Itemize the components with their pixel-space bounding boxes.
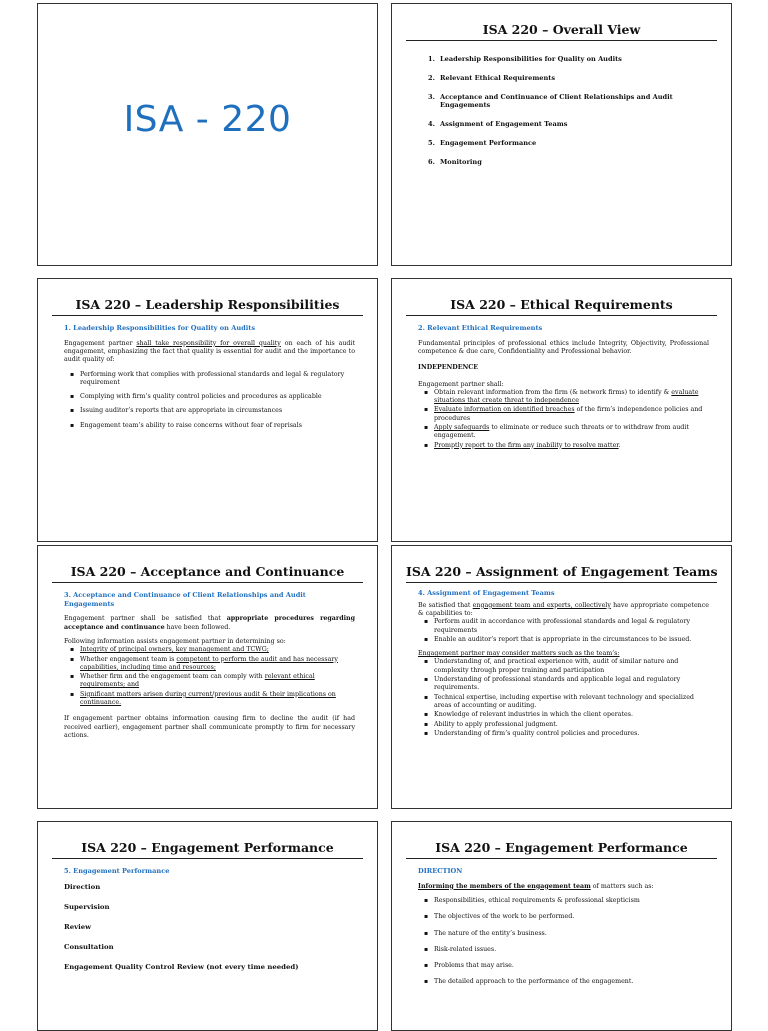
list-item: ▪ Integrity of principal owners, key management and TCWG; bbox=[74, 646, 355, 654]
list-item: ▪ Evaluate information on identified breaches of the firm’s independence policies and procedures bbox=[428, 406, 709, 423]
list-item: Engagement Quality Control Review (not every time needed) bbox=[64, 963, 299, 971]
list-item: ▪ Enable an auditor’s report that is appropriate in the circumstances to be issued. bbox=[428, 636, 709, 644]
bullet-list bbox=[64, 371, 355, 430]
list-item: ▪ Perform audit in accordance with professional standards and legal & regulatory requirements bbox=[428, 618, 709, 635]
slide-leadership bbox=[37, 278, 378, 542]
list-item: Consultation bbox=[64, 943, 114, 951]
list-item: Review bbox=[64, 923, 92, 931]
section-heading: 3. Acceptance and Continuance of Client Relationships and Audit Engagements bbox=[64, 591, 306, 608]
paragraph: Informing the members of the engagement team of matters such as: bbox=[418, 882, 654, 890]
bullet-list bbox=[418, 389, 709, 450]
list-item: ▪ Responsibilities, ethical requirements & professional skepticism bbox=[428, 897, 709, 905]
list-item: ▪ Problems that may arise. bbox=[428, 962, 709, 970]
slide-acceptance bbox=[37, 545, 378, 809]
list-item: ▪ Apply safeguards to eliminate or reduce such threats or to withdraw from audit engagement. bbox=[428, 424, 709, 441]
slide-title: ISA 220 – Acceptance and Continuance bbox=[52, 564, 363, 583]
slide-overall-view bbox=[391, 3, 732, 266]
slide-main-title: ISA - 220 bbox=[123, 99, 292, 140]
bullet-list bbox=[418, 897, 709, 987]
slide-title: ISA 220 – Assignment of Engagement Teams bbox=[406, 564, 717, 583]
slide-title: ISA 220 – Ethical Requirements bbox=[406, 297, 717, 316]
list-item: ▪ The detailed approach to the performance of the engagement. bbox=[428, 978, 709, 986]
paragraph: Be satisfied that engagement team and experts, collectively have appropriate competence & capabilities to: bbox=[418, 601, 709, 617]
list-item: Supervision bbox=[64, 903, 110, 911]
list-item: ▪ Performing work that complies with professional standards and legal & regulatory requirement bbox=[74, 371, 355, 388]
list-item: Direction bbox=[64, 883, 101, 891]
paragraph: Engagement partner may consider matters such as the team’s: bbox=[418, 650, 620, 658]
list-item: ▪ Engagement team’s ability to raise concerns without fear of reprisals bbox=[74, 422, 355, 430]
slide-ethical bbox=[391, 278, 732, 542]
subheading: INDEPENDENCE bbox=[418, 364, 479, 372]
paragraph: Fundamental principles of professional ethics include Integrity, Objectivity, Professional competence & due care, Confidentiality and Professional behavior. bbox=[418, 339, 709, 355]
slide-title: ISA 220 – Overall View bbox=[406, 22, 717, 41]
section-heading: 5. Engagement Performance bbox=[64, 867, 170, 875]
list-item: ▪ Promptly report to the firm any inability to resolve matter. bbox=[428, 442, 709, 450]
list-item: ▪ Ability to apply professional judgment. bbox=[428, 721, 709, 729]
list-item: ▪ Understanding of firm’s quality control policies and procedures. bbox=[428, 730, 709, 738]
slide-title: ISA 220 – Engagement Performance bbox=[52, 840, 363, 859]
paragraph: Engagement partner shall: bbox=[418, 380, 504, 388]
slide-title: ISA 220 – Leadership Responsibilities bbox=[52, 297, 363, 316]
list-item: ▪ Significant matters arisen during current/previous audit & their implications on continuance. bbox=[74, 691, 355, 708]
list-item: ▪ Understanding of professional standards and applicable legal and regulatory requirements. bbox=[428, 676, 709, 693]
list-item: ▪ Obtain relevant information from the firm (& network firms) to identify & evaluate situations that create threat to independence bbox=[428, 389, 709, 406]
slide-assignment bbox=[391, 545, 732, 809]
list-item: ▪ Understanding of, and practical experience with, audit of similar nature and complexity through proper training and participation bbox=[428, 658, 709, 675]
section-heading: 2. Relevant Ethical Requirements bbox=[418, 324, 543, 332]
list-item: ▪ The nature of the entity’s business. bbox=[428, 930, 709, 938]
overview-list bbox=[392, 41, 731, 166]
list-item: 5. Engagement Performance bbox=[428, 139, 537, 147]
list-item: ▪ Technical expertise, including expertise with relevant technology and specialized areas of accounting or auditing. bbox=[428, 694, 709, 711]
paragraph: Engagement partner shall take responsibility for overall quality on each of his audit engagement, emphasizing the fact that quality is essential for audit and the importance to audit quality of: bbox=[64, 339, 355, 364]
list-item: 4. Assignment of Engagement Teams bbox=[428, 120, 568, 128]
bullet-list bbox=[418, 658, 709, 738]
list-item: ▪ Whether firm and the engagement team can comply with relevant ethical requirements; and bbox=[74, 673, 355, 690]
bullet-list bbox=[418, 618, 709, 644]
slide-title-card bbox=[37, 3, 378, 266]
list-item: ▪ Whether engagement team is competent to perform the audit and has necessary capabilities, including time and resources; bbox=[74, 656, 355, 673]
list-item: 2. Relevant Ethical Requirements bbox=[428, 74, 556, 82]
list-item: 6. Monitoring bbox=[428, 158, 482, 166]
list-item: ▪ The objectives of the work to be performed. bbox=[428, 913, 709, 921]
section-heading: DIRECTION bbox=[418, 867, 463, 875]
paragraph: If engagement partner obtains information causing firm to decline the audit (if had received earlier), engagement partner shall communicate promptly to firm for necessary actions. bbox=[64, 715, 355, 739]
slide-title: ISA 220 – Engagement Performance bbox=[406, 840, 717, 859]
paragraph: Engagement partner shall be satisfied that appropriate procedures regarding acceptance and continuance have been followed. bbox=[64, 615, 355, 631]
list-item: ▪ Risk-related issues. bbox=[428, 946, 709, 954]
list-item: ▪ Issuing auditor’s reports that are appropriate in circumstances bbox=[74, 407, 355, 415]
list-item: 1. Leadership Responsibilities for Quality on Audits bbox=[428, 55, 622, 63]
section-heading: 1. Leadership Responsibilities for Quality on Audits bbox=[64, 324, 256, 332]
paragraph: Following information assists engagement partner in determining so: bbox=[64, 638, 286, 645]
bullet-list bbox=[64, 646, 355, 707]
slide-direction bbox=[391, 821, 732, 1031]
slide-engagement-performance bbox=[37, 821, 378, 1031]
section-heading: 4. Assignment of Engagement Teams bbox=[418, 589, 555, 597]
list-item: ▪ Knowledge of relevant industries in which the client operates. bbox=[428, 711, 709, 719]
list-item: 3. Acceptance and Continuance of Client Relationships and Audit Engagements bbox=[428, 93, 673, 109]
list-item: ▪ Complying with firm’s quality control policies and procedures as applicable bbox=[74, 393, 355, 401]
